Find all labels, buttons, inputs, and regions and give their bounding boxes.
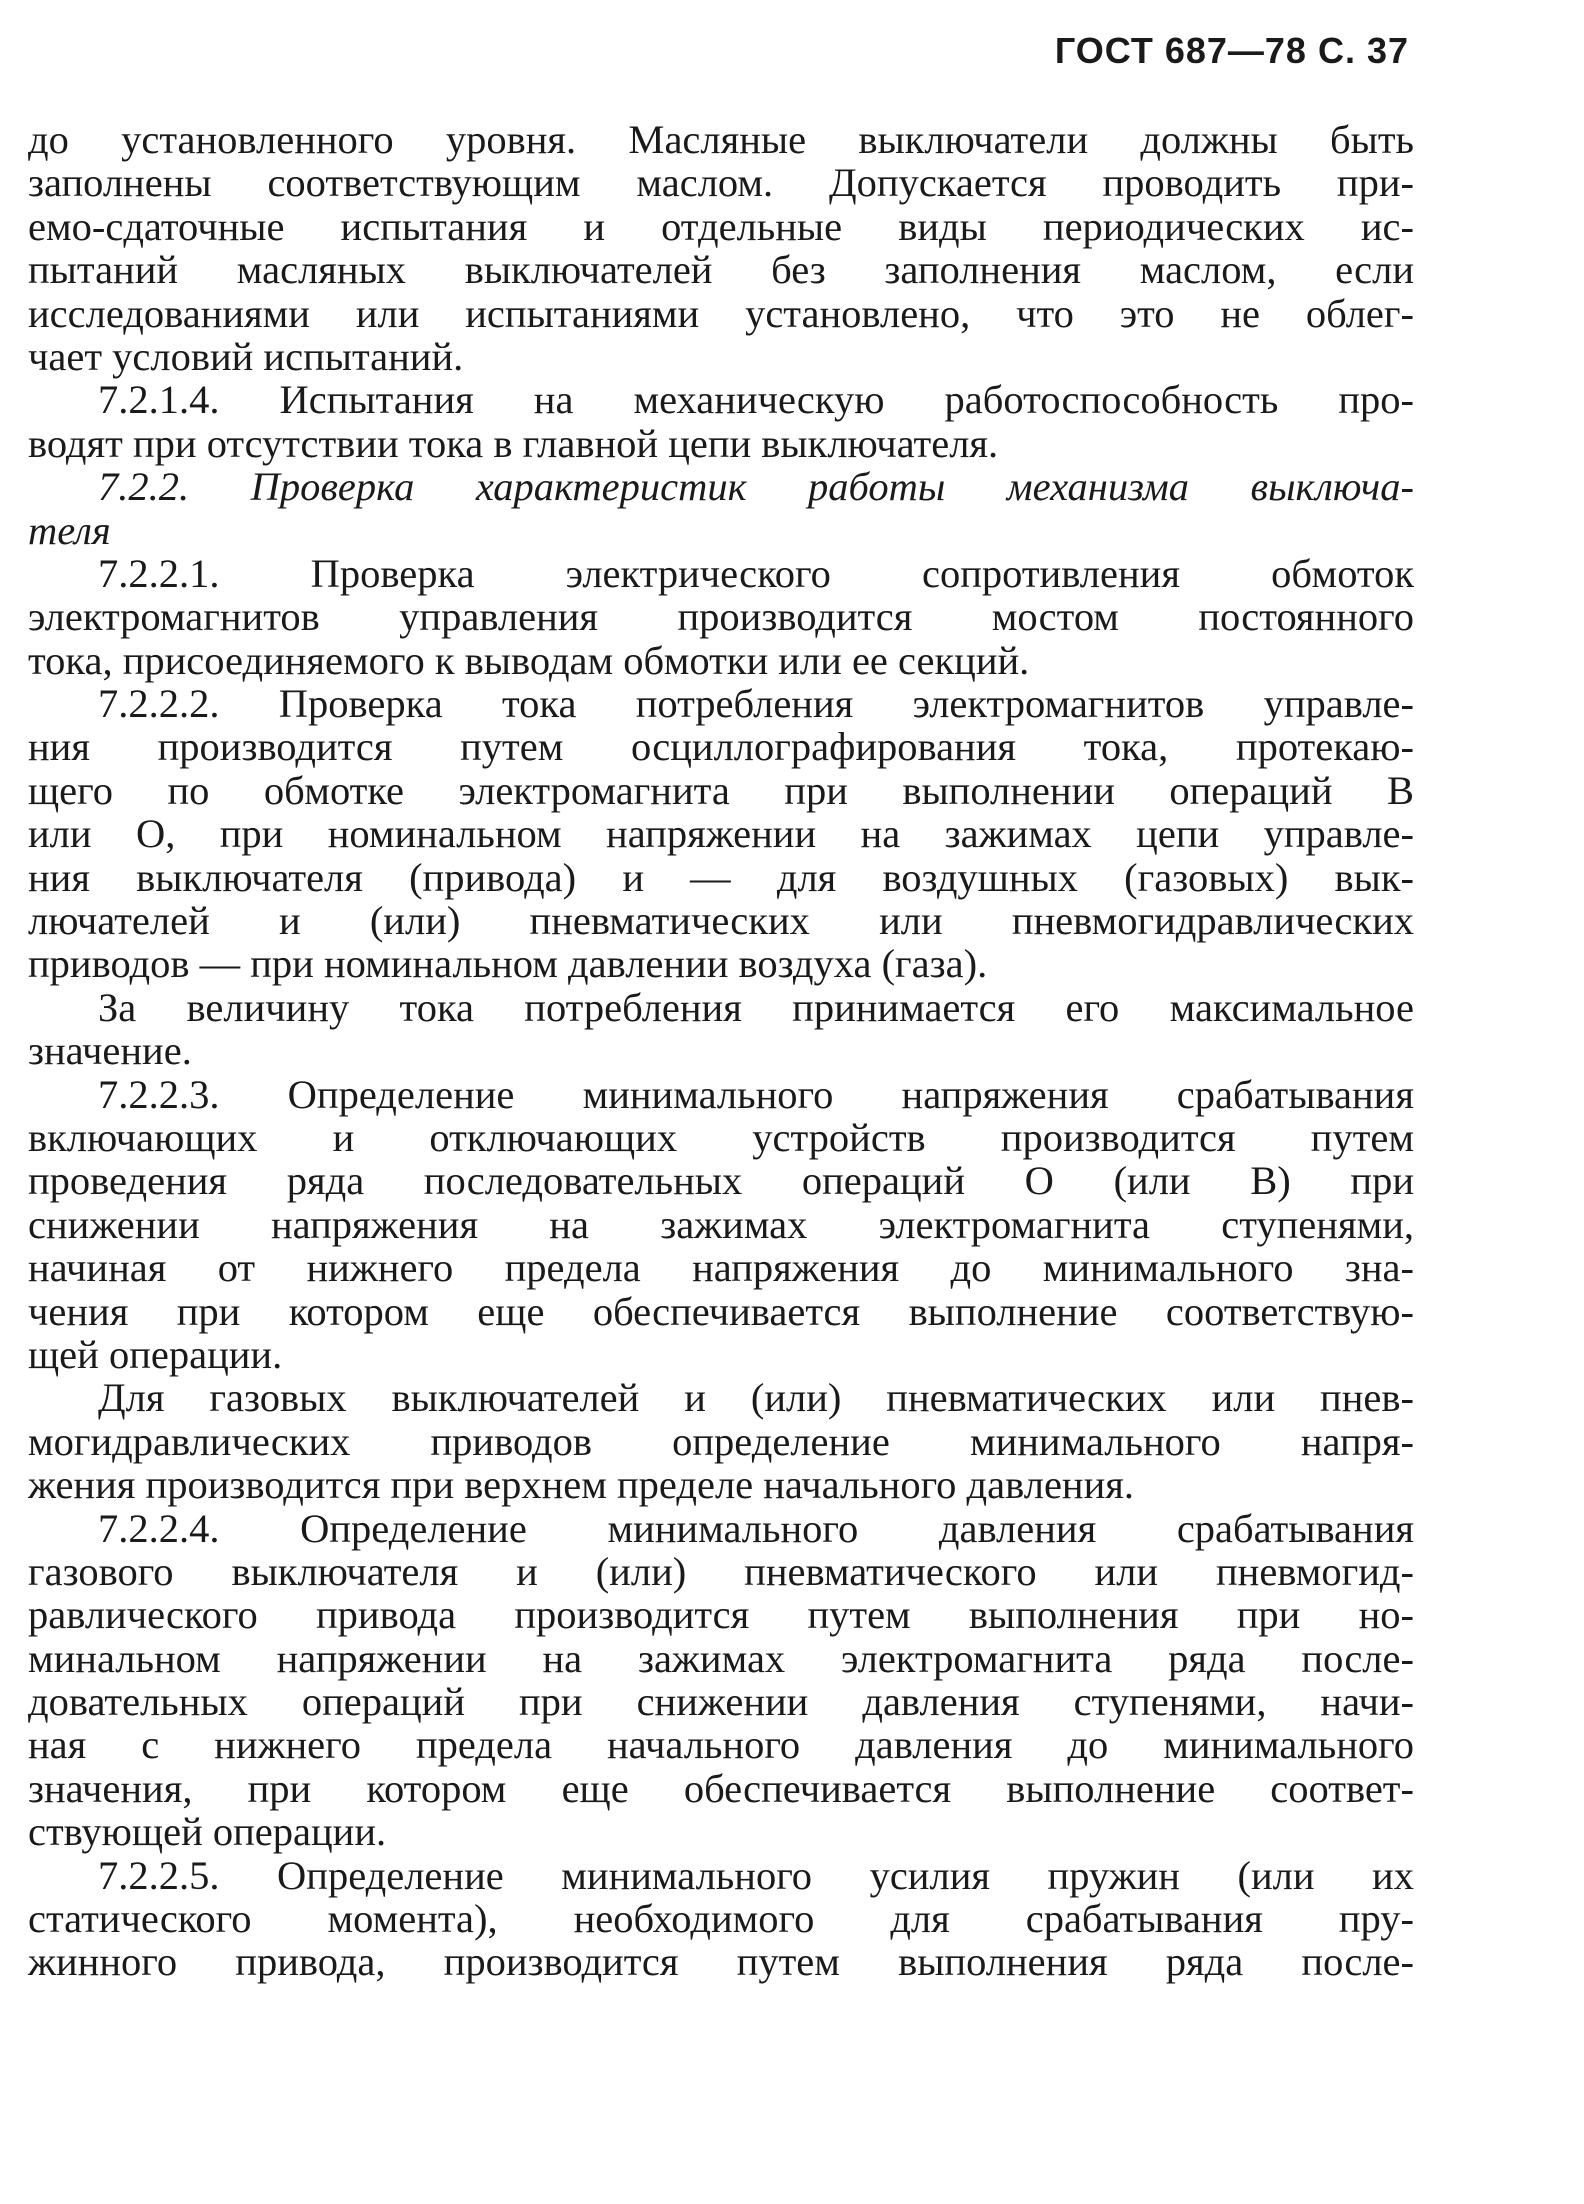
text-line: щей операции. — [28, 1331, 283, 1377]
text-line: жения производится при верхнем пределе начального давления. — [28, 1462, 1135, 1508]
text-line: минальном напряжении на зажимах электромагнита ряда после- — [28, 1635, 1414, 1681]
text-line: снижении напряжения на зажимах электромагнита ступенями, — [28, 1201, 1414, 1247]
paragraph — [28, 682, 1414, 986]
running-header: ГОСТ 687—78 С. 37 — [1054, 30, 1409, 71]
text-line: заполнены соответствующим маслом. Допускается проводить при- — [28, 160, 1414, 206]
section-heading — [28, 465, 1414, 552]
text-line: теля — [28, 507, 111, 553]
paragraph — [28, 1854, 1414, 1984]
text-line: щего по обмотке электромагнита при выполнении операций В — [28, 767, 1414, 813]
text-line: водят при отсутствии тока в главной цепи выключателя. — [28, 420, 999, 466]
text-line: За величину тока потребления принимается его максимальное — [98, 984, 1414, 1030]
text-line: статического момента), необходимого для срабатывания пру- — [28, 1896, 1414, 1942]
text-line: жинного привода, производится путем выполнения ряда после- — [28, 1939, 1414, 1985]
paragraph — [28, 1073, 1414, 1377]
text-line: 7.2.2.3. Определение минимального напряжения срабатывания — [98, 1071, 1414, 1117]
text-line: ствующей операции. — [28, 1809, 387, 1855]
paragraph — [28, 118, 1414, 378]
text-line: ния выключателя (привода) и — для воздушных (газовых) вык- — [28, 854, 1414, 900]
paragraph — [28, 378, 1414, 465]
text-line: значения, при котором еще обеспечивается выполнение соответ- — [28, 1765, 1414, 1811]
paragraph — [28, 986, 1414, 1073]
text-line: довательных операций при снижении давления ступенями, начи- — [28, 1679, 1414, 1725]
text-line: проведения ряда последовательных операций О (или В) при — [28, 1158, 1414, 1204]
text-line: 7.2.2.5. Определение минимального усилия пружин (или их — [98, 1852, 1414, 1898]
text-line: 7.2.2. Проверка характеристик работы механизма выключа- — [98, 464, 1414, 510]
text-line: 7.2.2.2. Проверка тока потребления электромагнитов управле- — [98, 681, 1414, 727]
paragraph — [28, 552, 1414, 682]
text-line: могидравлических приводов определение минимального напря- — [28, 1418, 1414, 1464]
text-line: тока, присоединяемого к выводам обмотки или ее секций. — [28, 637, 1030, 683]
text-line: до установленного уровня. Масляные выключатели должны быть — [28, 117, 1414, 162]
text-line: пытаний масляных выключателей без заполнения маслом, если — [28, 247, 1414, 293]
text-line: 7.2.2.1. Проверка электрического сопротивления обмоток — [98, 550, 1414, 596]
text-line: чения при котором еще обеспечивается выполнение соответствую- — [28, 1288, 1414, 1334]
text-line: 7.2.1.4. Испытания на механическую работоспособность про- — [98, 377, 1414, 423]
text-line: приводов — при номинальном давлении воздуха (газа). — [28, 941, 988, 987]
text-line: ная с нижнего предела начального давления до минимального — [28, 1722, 1414, 1768]
text-line: равлического привода производится путем выполнения при но- — [28, 1592, 1414, 1638]
text-line: электромагнитов управления производится мостом постоянного — [28, 594, 1414, 640]
text-line: начиная от нижнего предела напряжения до минимального зна- — [28, 1245, 1414, 1291]
text-line: Для газовых выключателей и (или) пневматических или пнев- — [98, 1375, 1414, 1421]
text-line: включающих и отключающих устройств производится путем — [28, 1114, 1414, 1160]
text-line: емо-сдаточные испытания и отдельные виды периодических ис- — [28, 203, 1414, 249]
paragraph — [28, 1376, 1414, 1506]
text-line: 7.2.2.4. Определение минимального давления срабатывания — [98, 1505, 1414, 1551]
text-line: ния производится путем осциллографирования тока, протекаю- — [28, 724, 1414, 770]
body-text — [28, 118, 1414, 1984]
text-line: чает условий испытаний. — [28, 333, 464, 379]
text-line: значение. — [28, 1028, 192, 1074]
paragraph — [28, 1507, 1414, 1854]
text-line: газового выключателя и (или) пневматического или пневмогид- — [28, 1548, 1414, 1594]
text-line: исследованиями или испытаниями установлено, что это не облег- — [28, 290, 1414, 336]
text-line: лючателей и (или) пневматических или пневмогидравлических — [28, 898, 1414, 944]
text-line: или О, при номинальном напряжении на зажимах цепи управле- — [28, 811, 1414, 857]
